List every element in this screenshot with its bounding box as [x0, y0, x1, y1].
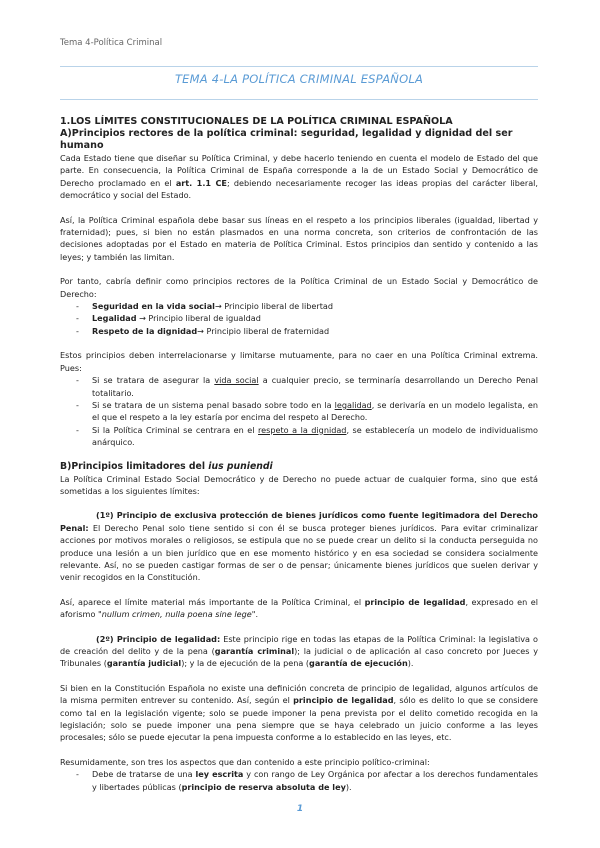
principle-mapping: → Principio liberal de igualdad: [136, 313, 261, 324]
text: El Derecho Penal solo tiene sentido si con él se busca proteger bienes jurídicos. Para evitar criminalizar acciones por motivos morales o religiosos, se estipula que no se puede crear un delito si la conducta perseguida no produce una lesión a un bien jurídico que en ese momento histórico y en esa sociedad se considera socialmente relevante. Así, no se pueden castigar formas de ser o de pensar; únicamente bienes jurídicos que suelen derivar y venir recogidos en la Constitución.: [60, 522, 538, 583]
principle-name: Legalidad: [92, 313, 137, 324]
paragraph-b5: [60, 682, 538, 744]
principle-mapping: → Principio liberal de libertad: [214, 301, 333, 312]
list-item: [60, 768, 538, 793]
section-b-heading: [60, 461, 538, 473]
aphorism: "nullum crimen, nulla poena sine lege": [97, 609, 256, 620]
text: Si bien en la Constitución Española no existe una definición concreta de principio de legalidad, algunos artículos de la misma permiten entrever su contenido. Así, según el: [60, 682, 538, 706]
paragraph-a4: Estos principios deben interrelacionarse y limitarse mutuamente, para no caer en una Política Criminal extrema. Pues:: [60, 350, 538, 373]
list-item: [60, 300, 538, 312]
key-term: principio de legalidad: [293, 695, 394, 706]
paragraph-b6: Resumidamente, son tres los aspectos que dan contenido a este principio político-criminal:: [60, 756, 430, 767]
list-item: [60, 424, 538, 449]
underlined-term: legalidad: [334, 399, 372, 410]
text: ).: [345, 781, 352, 792]
paragraph-a2: Así, la Política Criminal española debe basar sus líneas en el respeto a los principios liberales (igualdad, libertad y fraternidad); pues, si bien no están plasmados en una norma concreta, son criterios de confrontación de las decisiones adoptadas por el Estado en materia de Política Criminal. Estos principios dan sentido y contenido a las leyes; y también las limitan.: [60, 214, 538, 262]
paragraph-b3: [60, 596, 538, 621]
latin-term: ius puniendi: [208, 460, 273, 472]
title-rule-bottom: [60, 99, 538, 100]
text: ); y la de ejecución de la pena (: [181, 658, 310, 669]
text: ); la judicial o de aplicación al caso concreto por Jueces y Tribunales (: [60, 646, 538, 669]
text: Cada Estado tiene que diseñar su Política Criminal, y debe hacerlo teniendo en cuenta el modelo de Estado del que parte. En consecuencia, la Política Criminal de España corresponde a la de un Estado Social y Democrático de Derecho proclamado en el: [60, 153, 538, 188]
text: a cualquier precio, se terminaría desarrollando un Derecho Penal totalitario.: [92, 375, 538, 398]
principle-name: Seguridad en la vida social: [92, 301, 215, 312]
text: , sólo es delito lo que se considere como tal en la legislación vigente; solo se puede imponer la pena prevista por el delito cometido recogida en la legislación; solo se puede imponer una pena siempre que se haya celebrado un juicio conforme a las leyes procesales; sólo se puede ejecutar la pena impuesta conforme a lo establecido en las leyes, etc.: [60, 695, 539, 743]
underlined-term: respeto a la dignidad: [258, 424, 347, 435]
principle-title: (2º) Principio de legalidad:: [96, 633, 221, 644]
text: .: [255, 609, 259, 620]
text: ).: [407, 658, 414, 669]
paragraph-b1: La Política Criminal Estado Social Democrático y de Derecho no puede actuar de cualquier forma, sino que está sometidas a los siguientes límites:: [60, 473, 538, 496]
principle-title: (1º) Principio de exclusiva protección de bienes jurídicos como fuente legitimadora del Derecho Penal:: [60, 510, 538, 533]
text: Si la Política Criminal se centrara en el: [92, 424, 259, 435]
text: Si se tratara de un sistema penal basado sobre todo en la: [92, 399, 335, 410]
section-a-heading: A)Principios rectores de la política criminal: seguridad, legalidad y dignidad del ser humano: [60, 128, 513, 151]
text: ; debiendo necesariamente recoger las ideas propias del carácter liberal, democrático y social del Estado.: [60, 177, 538, 201]
text: Debe de tratarse de una: [92, 769, 196, 780]
principle-name: Respeto de la dignidad: [92, 325, 198, 336]
page-number: 1: [296, 804, 304, 814]
heading-text: B)Principios limitadores del: [60, 460, 209, 472]
document-body: [60, 116, 538, 793]
title-rule-top: [60, 66, 538, 67]
list-item: [60, 374, 538, 399]
paragraph-a1: [60, 152, 538, 202]
text: y con rango de Ley Orgánica por afectar a los derechos fundamentales y libertades públicas (: [92, 769, 539, 792]
text: , se derivaría en un modelo legalista, en el que el respeto a la ley estaría por encima del respeto al Derecho.: [92, 399, 538, 423]
section-1-heading: 1.LOS LÍMITES CONSTITUCIONALES DE LA POLÍTICA CRIMINAL ESPAÑOLA: [60, 116, 453, 127]
list-item: [60, 325, 538, 337]
principles-list: [60, 300, 538, 337]
paragraph-b2: [60, 509, 538, 583]
aspects-list: [60, 768, 538, 793]
article-reference: art. 1.1 CE: [175, 177, 227, 188]
text: , se establecería un modelo de individualismo anárquico.: [92, 424, 538, 448]
paragraph-a3: Por tanto, cabría definir como principios rectores de la Política Criminal de un Estado Social y Democrático de Derecho:: [60, 276, 538, 299]
key-term: principio de legalidad: [364, 596, 466, 607]
text: Si se tratara de asegurar la: [92, 375, 215, 386]
underlined-term: vida social: [214, 375, 259, 386]
key-term: principio de reserva absoluta de ley: [181, 781, 346, 792]
key-term: garantía judicial: [106, 658, 182, 669]
text: Así, aparece el límite material más importante de la Política Criminal, el: [60, 596, 365, 607]
text: Este principio rige en todas las etapas de la Política Criminal: la legislativa o de creación del delito y de la pena (: [60, 633, 538, 656]
principle-mapping: → Principio liberal de fraternidad: [197, 325, 330, 336]
paragraph-b4: [60, 633, 538, 670]
list-item: [60, 312, 538, 324]
document-title: TEMA 4-LA POLÍTICA CRIMINAL ESPAÑOLA: [174, 72, 424, 86]
key-term: garantía de ejecución: [309, 658, 408, 669]
extremes-list: [60, 374, 538, 448]
running-header: Tema 4-Política Criminal: [60, 38, 163, 48]
list-item: [60, 399, 538, 424]
key-term: ley escrita: [195, 769, 244, 780]
key-term: garantía criminal: [214, 646, 295, 656]
text: , expresado en el aforismo: [60, 596, 538, 620]
